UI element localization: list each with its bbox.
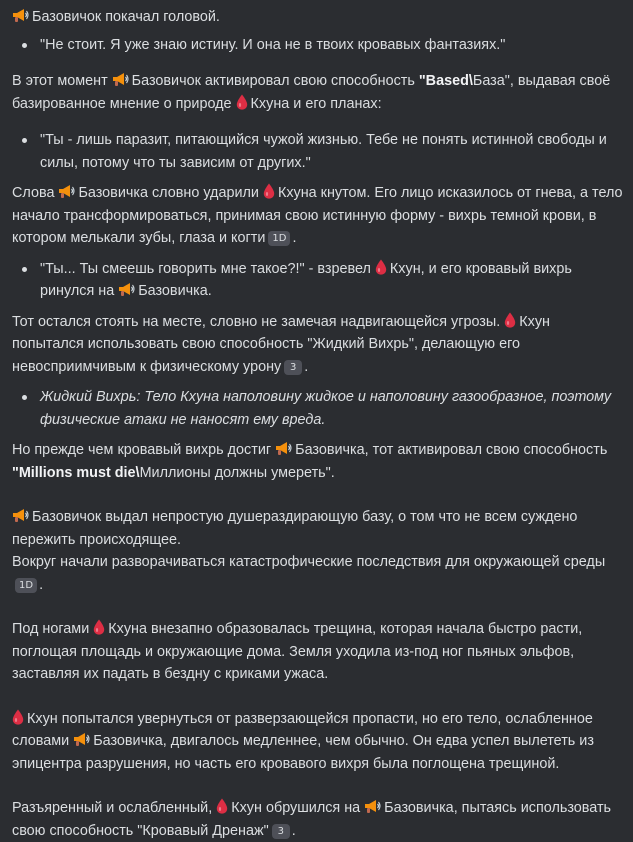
- blood-drop-icon: [504, 312, 516, 328]
- name-bazovichka: Базовичка: [384, 800, 454, 816]
- blood-drop-icon: [216, 798, 228, 814]
- message-11: Под ногами Кхуна внезапно образовалась трещина, которая начала быстро расти, поглощая площадь и окружающие дома. Земля уходила из-под ног пьяных эльфов, заставляя их падать в бездну с криками ужаса.: [12, 621, 583, 682]
- megaphone-icon: [275, 441, 292, 456]
- megaphone-icon: [73, 732, 90, 747]
- name-khun: Кхун: [519, 313, 550, 330]
- dice-badge[interactable]: 1D: [268, 231, 290, 246]
- name-khuna: Кхуна: [250, 95, 290, 112]
- name-khun: Кхун: [231, 800, 262, 816]
- list-item: "Не стоит. Я уже знаю истину. И она не в твоих кровавых фантазиях.": [40, 34, 623, 57]
- name-khun: Кхун: [27, 710, 58, 727]
- bullet-list: [12, 34, 623, 57]
- dice-badge[interactable]: 1D: [15, 578, 37, 593]
- name-bazovichok: Базовичок: [131, 73, 201, 89]
- name-khun: Кхун: [389, 260, 421, 277]
- ability-name: "Based\: [418, 73, 473, 89]
- blood-drop-icon: [263, 183, 275, 199]
- bullet-list: [12, 258, 623, 303]
- name-bazovichok: Базовичок: [32, 9, 102, 25]
- bullet-list: [12, 129, 623, 174]
- blood-drop-icon: [93, 619, 105, 635]
- chat-transcript: [12, 6, 623, 842]
- megaphone-icon: [58, 184, 75, 199]
- megaphone-icon: [118, 282, 135, 297]
- message-3: В этот момент Базовичок активировал свою способность "Based\База", выдавая своё базированное мнение о природе Кхуна и его планах:: [12, 73, 611, 112]
- bullet-list: [12, 386, 623, 431]
- message-9: Но прежде чем кровавый вихрь достиг Базовичка, тот активировал свою способность "Millions must die\Миллионы должны умереть".: [12, 442, 608, 481]
- blood-drop-icon: [236, 94, 248, 110]
- megaphone-icon: [364, 799, 381, 814]
- megaphone-icon: [112, 72, 129, 87]
- list-item: Жидкий Вихрь: Тело Кхуна наполовину жидкое и наполовину газообразное, поэтому физические атаки не наносят ему вреда.: [40, 386, 623, 431]
- name-khuna: Кхуна: [108, 621, 147, 637]
- list-item: "Ты - лишь паразит, питающийся чужой жизнью. Тебе не понять истинной свободы и силы, потому что ты зависим от других.": [40, 129, 623, 174]
- megaphone-icon: [12, 508, 29, 523]
- name-bazovichka: Базовичка: [295, 442, 365, 458]
- megaphone-icon: [12, 8, 29, 23]
- blood-drop-icon: [375, 259, 387, 275]
- dice-badge[interactable]: 3: [284, 360, 302, 375]
- message-7: Тот остался стоять на месте, словно не замечая надвигающейся угрозы. Кхун попытался использовать свою способность "Жидкий Вихрь", делающую его невосприимчивым к физическому урону 3 .: [12, 313, 550, 375]
- name-bazovichka: Базовичка: [138, 283, 208, 299]
- message-5: Слова Базовичка словно ударили Кхуна кнутом. Его лицо исказилось от гнева, а тело начало трансформироваться, принимая свою истинную форму - вихрь темной крови, в котором мелькали зубы, глаза и когти 1D .: [12, 185, 623, 246]
- message-12: Кхун попытался увернуться от разверзающейся пропасти, но его тело, ослабленное словами Базовичка, двигалось медленнее, чем обычно. Он едва успел вылететь из эпицентра разрушения, но часть его кровавого вихря была поглощена трещиной.: [12, 710, 594, 772]
- name-bazovichka: Базовичка: [78, 185, 148, 201]
- name-khuna: Кхуна: [277, 185, 317, 201]
- name-bazovichka: Базовичка: [93, 733, 163, 749]
- ability-name: "Millions must die\: [12, 464, 140, 481]
- blood-drop-icon: [12, 709, 24, 725]
- message-13: Разъяренный и ослабленный, Кхун обрушился на Базовичка, пытаясь использовать свою способность "Кровавый Дренаж" 3 .: [12, 800, 612, 839]
- message-1: Базовичок покачал головой.: [12, 6, 623, 29]
- name-bazovichok: Базовичок: [32, 509, 102, 525]
- dice-badge[interactable]: 3: [272, 824, 290, 839]
- message-10: Базовичок выдал непростую душераздирающую базу, о том что не всем суждено пережить происходящее. Вокруг начали разворачиваться катастрофические последствия для окружающей среды1D .: [12, 509, 606, 593]
- list-item: "Ты... Ты смеешь говорить мне такое?!" - взревел Кхун, и его кровавый вихрь ринулся на Базовичка.: [40, 258, 623, 303]
